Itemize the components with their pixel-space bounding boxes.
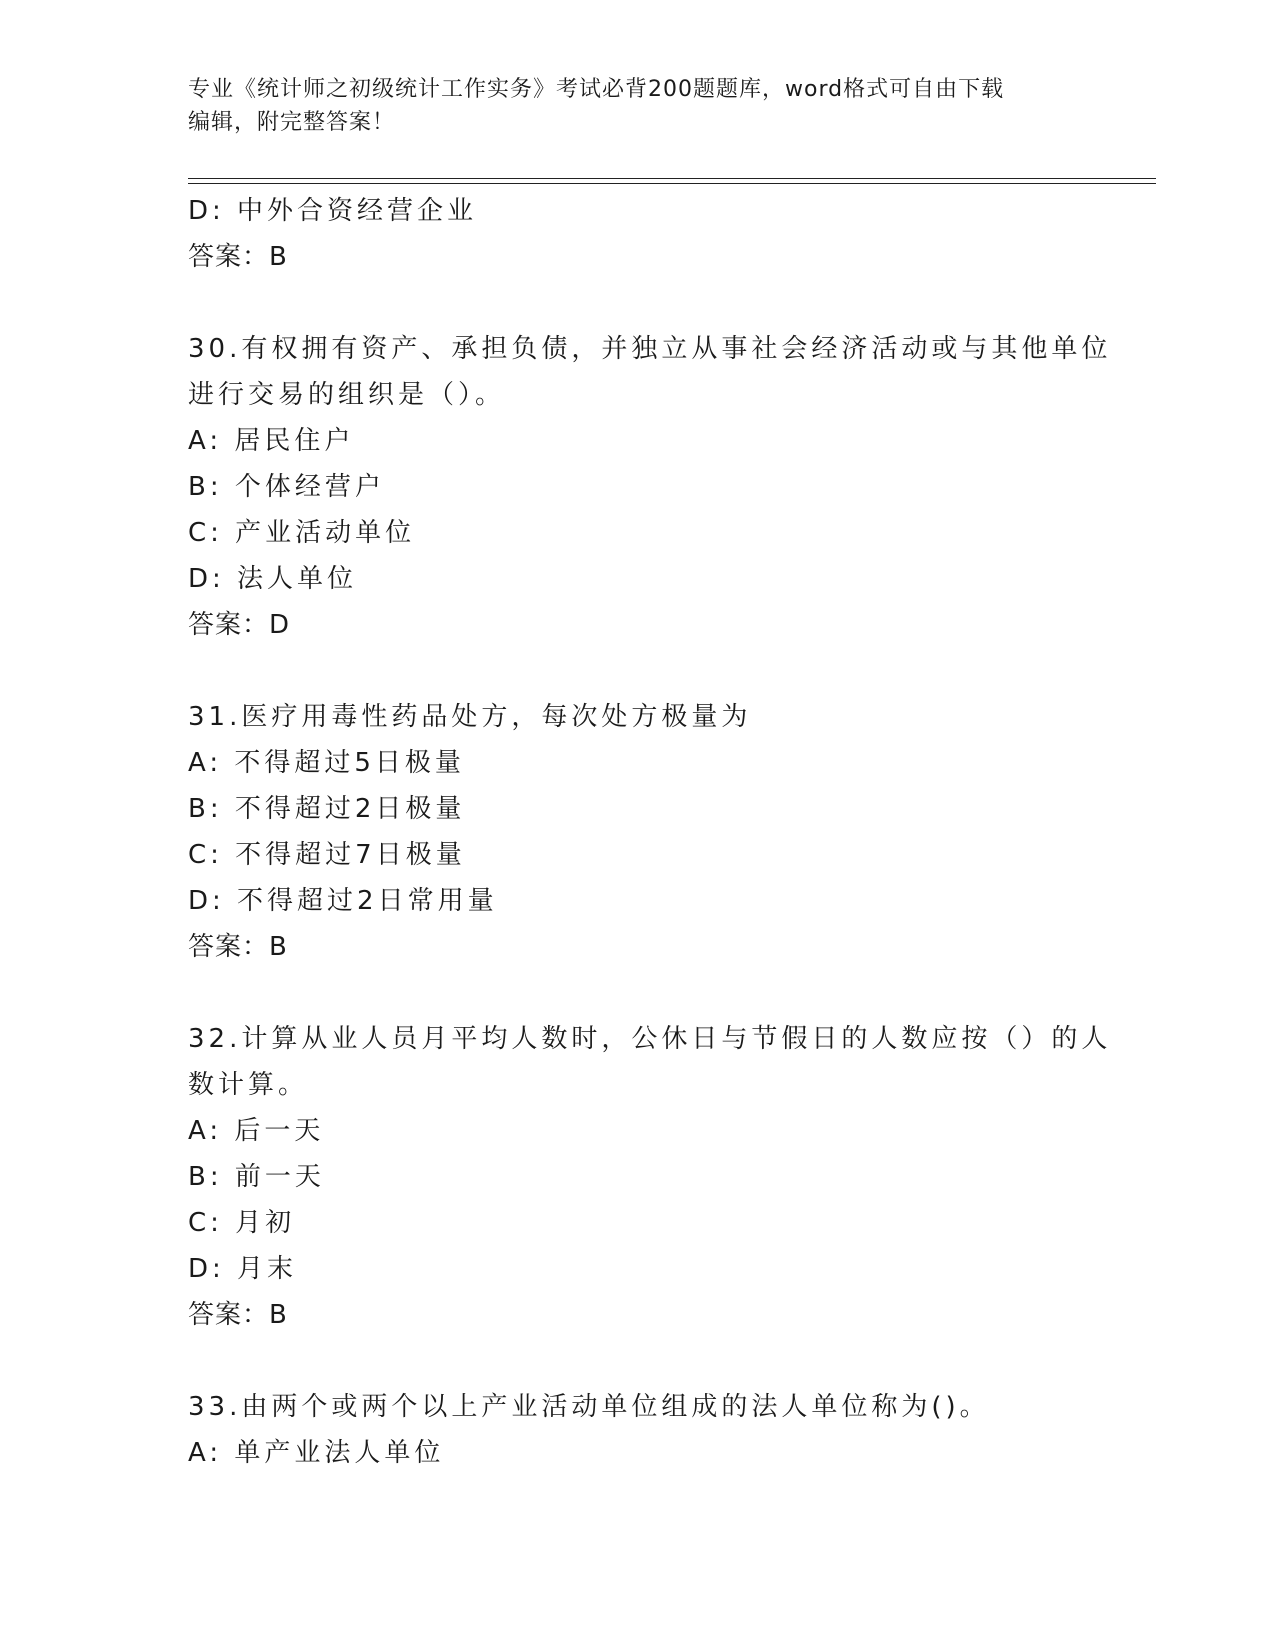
spacer — [188, 970, 1088, 1016]
question-32-option-d: D: 月末 — [188, 1254, 298, 1284]
question-31-option-a: A: 不得超过5日极量 — [188, 748, 465, 778]
question-33-option-a: A: 单产业法人单位 — [188, 1438, 445, 1468]
prev-answer: 答案：B — [188, 242, 288, 272]
question-30-option-c: C: 产业活动单位 — [188, 518, 416, 548]
spacer — [188, 648, 1088, 694]
question-30-stem-1: 30.有权拥有资产、承担负债，并独立从事社会经济活动或与其他单位 — [188, 334, 1112, 364]
question-33-stem-1: 33.由两个或两个以上产业活动单位组成的法人单位称为()。 — [188, 1392, 990, 1422]
question-30-stem-2: 进行交易的组织是（）。 — [188, 380, 506, 410]
question-31 — [188, 694, 1088, 970]
prev-option-d: D: 中外合资经营企业 — [188, 196, 478, 226]
question-32-option-b: B: 前一天 — [188, 1162, 325, 1192]
header-line-2: 编辑，附完整答案！ — [188, 110, 396, 135]
question-31-stem-1: 31.医疗用毒性药品处方，每次处方极量为 — [188, 702, 752, 732]
header-divider-top — [188, 178, 1156, 179]
question-31-option-c: C: 不得超过7日极量 — [188, 840, 466, 870]
question-32-answer: 答案：B — [188, 1300, 288, 1330]
question-33 — [188, 1384, 1088, 1476]
header-line-1: 专业《统计师之初级统计工作实务》考试必背200题题库，word格式可自由下载 — [188, 77, 1005, 102]
question-31-answer: 答案：B — [188, 932, 288, 962]
question-31-option-d: D: 不得超过2日常用量 — [188, 886, 498, 916]
question-30 — [188, 326, 1112, 648]
question-32-stem-2: 数计算。 — [188, 1070, 309, 1100]
question-30-option-a: A: 居民住户 — [188, 426, 355, 456]
question-32-option-c: C: 月初 — [188, 1208, 296, 1238]
header-divider-bottom — [188, 183, 1156, 184]
question-32-stem-1: 32.计算从业人员月平均人数时，公休日与节假日的人数应按（）的人 — [188, 1024, 1112, 1054]
question-30-option-b: B: 个体经营户 — [188, 472, 385, 502]
question-30-answer: 答案：D — [188, 610, 291, 640]
question-32-option-a: A: 后一天 — [188, 1116, 325, 1146]
spacer — [188, 1338, 1088, 1384]
spacer — [188, 280, 1088, 326]
question-32 — [188, 1016, 1112, 1338]
document-header — [188, 73, 1088, 139]
question-31-option-b: B: 不得超过2日极量 — [188, 794, 466, 824]
question-30-option-d: D: 法人单位 — [188, 564, 358, 594]
question-list — [188, 188, 1112, 1476]
